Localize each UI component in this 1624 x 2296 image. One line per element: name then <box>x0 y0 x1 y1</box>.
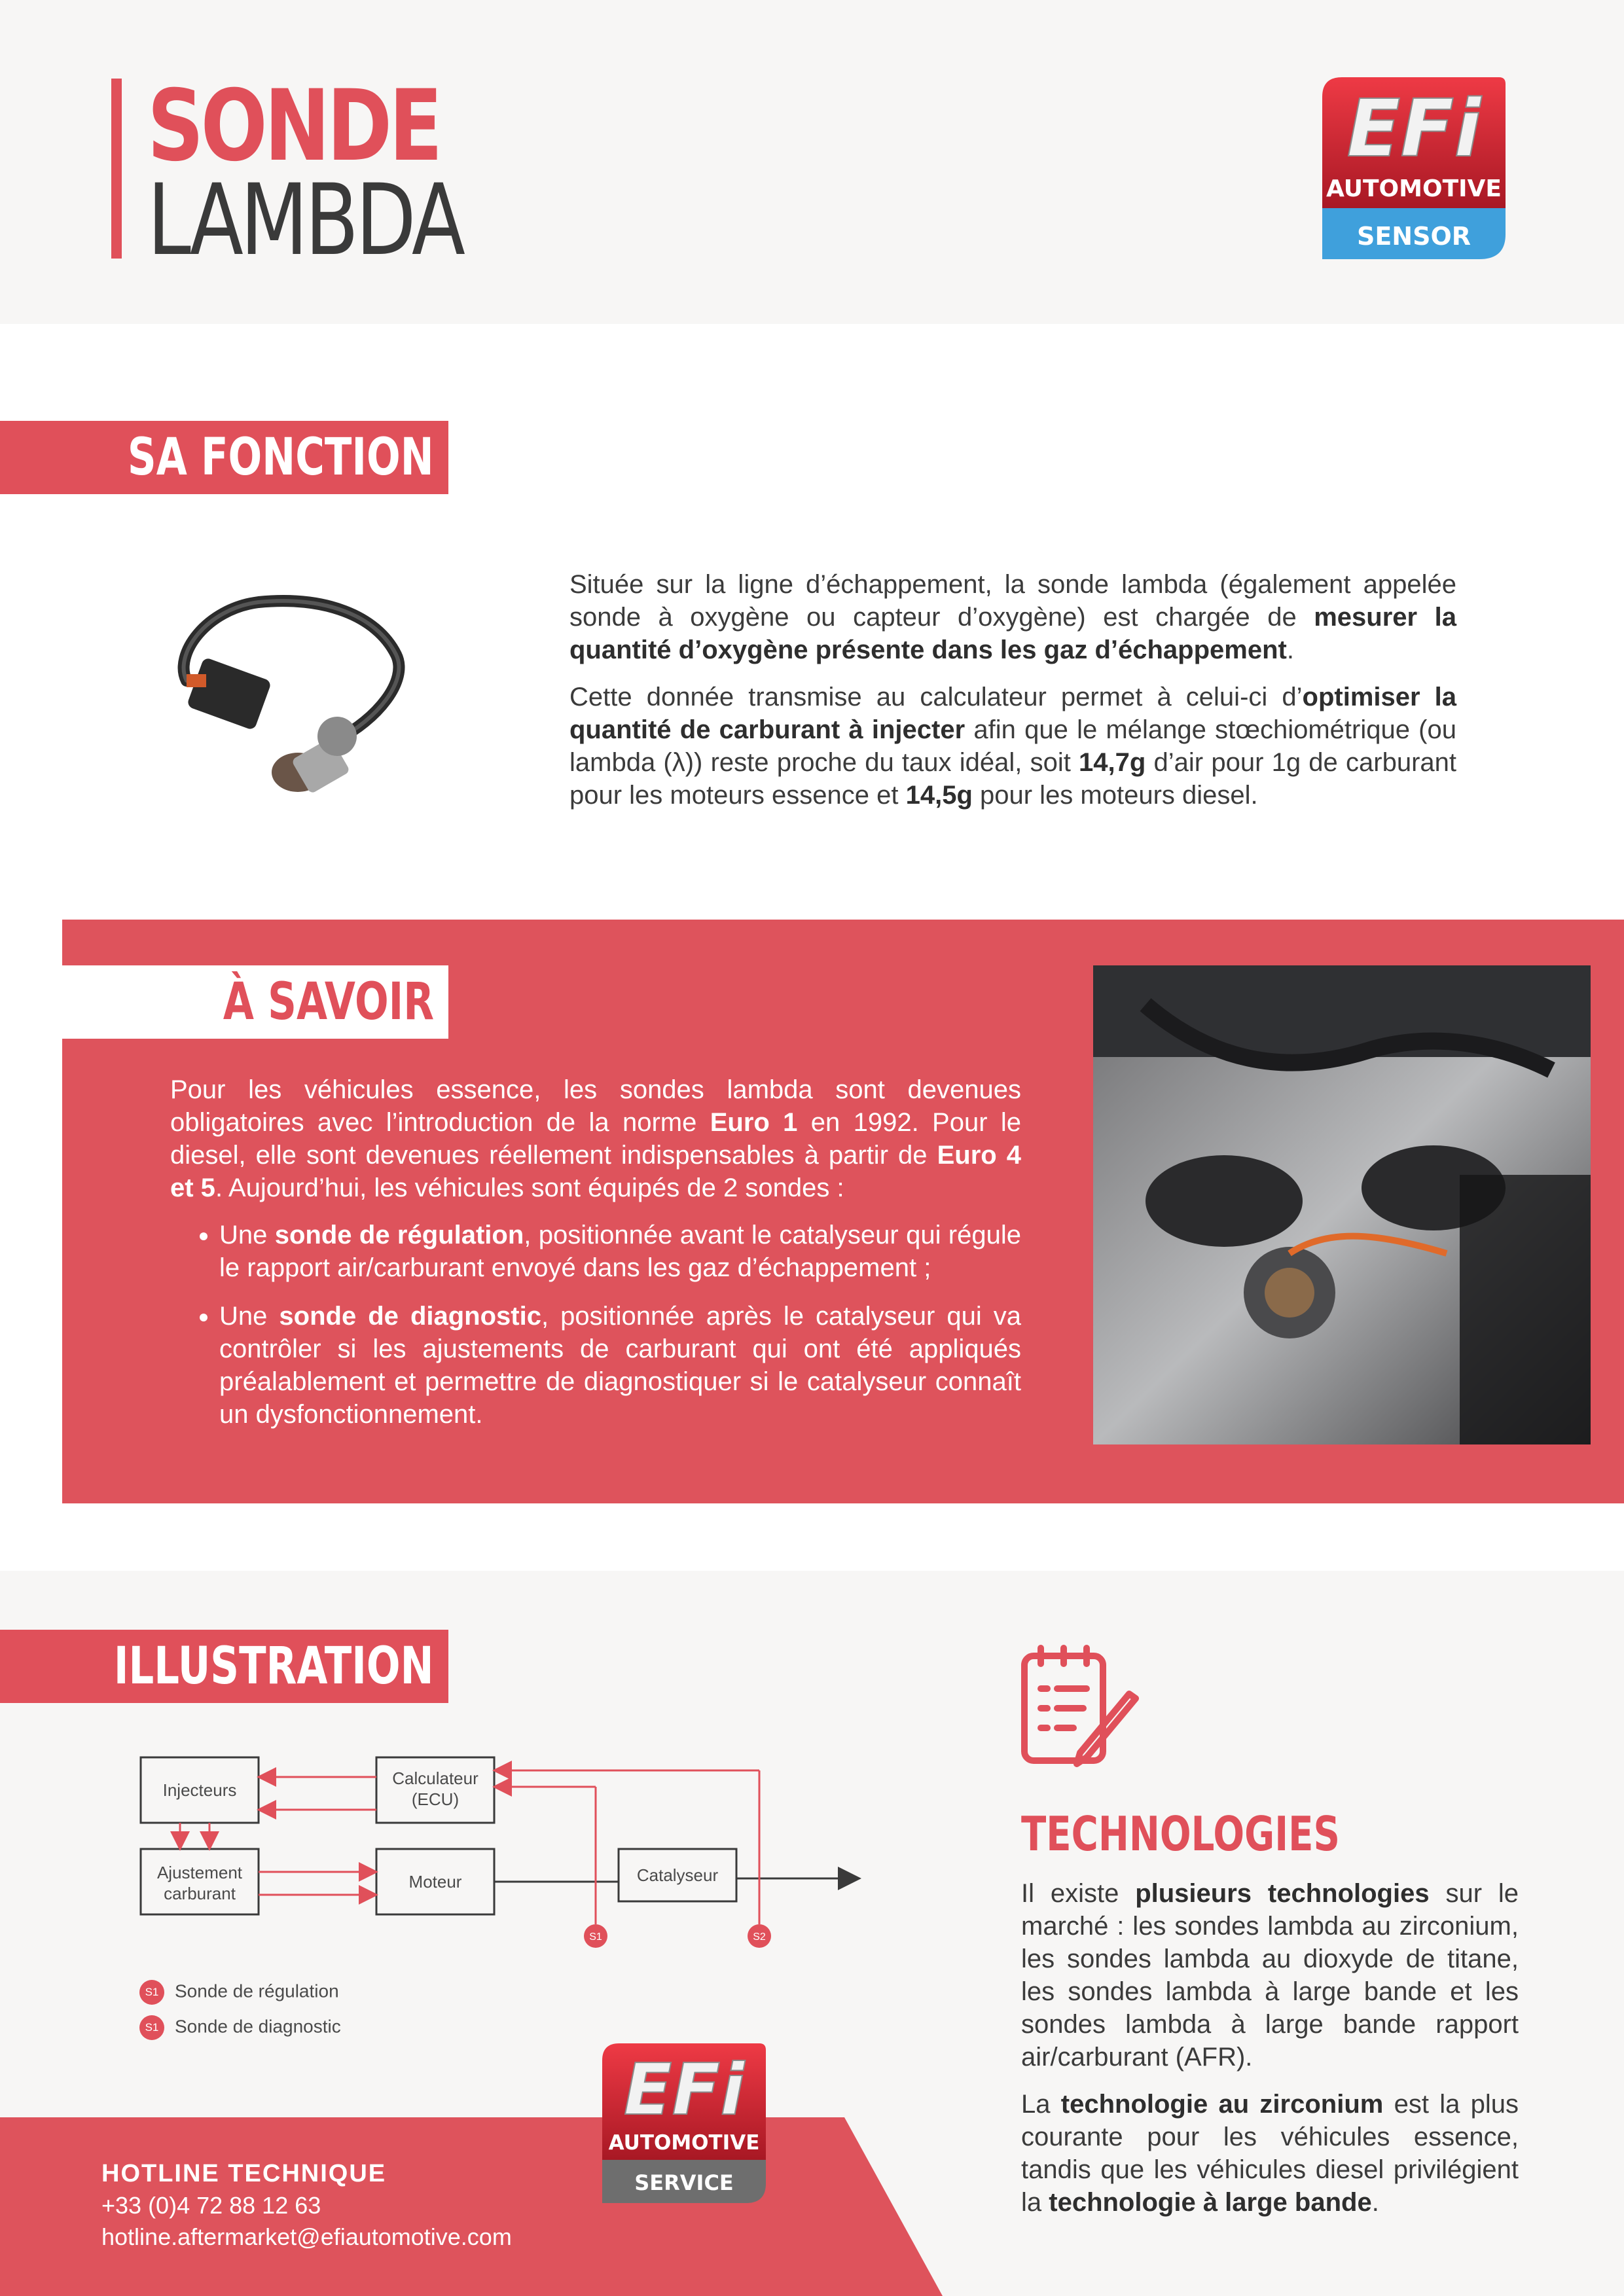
hotline-phone[interactable]: +33 (0)4 72 88 12 63 <box>101 2192 321 2219</box>
page-title-line1: SONDE <box>147 69 440 183</box>
legend-item: S1 Sonde de régulation <box>139 1980 341 2005</box>
technologies-heading: TECHNOLOGIES <box>1021 1806 1340 1861</box>
s2-marker: S2 <box>753 1931 766 1943</box>
lambda-sensor-image <box>167 576 481 818</box>
logo-badge-text: SERVICE <box>634 2170 734 2195</box>
label-injecteurs: Injecteurs <box>162 1780 237 1800</box>
hotline-email[interactable]: hotline.aftermarket@efiautomotive.com <box>101 2223 512 2250</box>
label-ecu: (ECU) <box>411 1789 460 1809</box>
title-accent-bar <box>111 79 122 259</box>
list-item: • Une sonde de régulation, positionnée avant le catalyseur qui régule le rapport air/carburant envoyé dans les gaz d’échappement ; <box>219 1219 1021 1284</box>
label-catalyseur: Catalyseur <box>636 1865 719 1885</box>
hotline-title: HOTLINE TECHNIQUE <box>101 2160 387 2187</box>
logo-sub-text: AUTOMOTIVE <box>608 2131 760 2155</box>
label-moteur: Moteur <box>408 1872 462 1892</box>
section-heading-savoir: À SAVOIR <box>62 965 448 1039</box>
efi-automotive-service-logo <box>602 2043 766 2203</box>
savoir-text: Pour les véhicules essence, les sondes lambda sont devenues obligatoires avec l’introduction de la norme Euro 1 en 1992. Pour le diesel, elle sont devenues réellement indispensables à partir de Euro 4 et 5. Aujourd’hui, les véhicules sont équipés de 2 sondes : • Une sonde de régulation, positionnée avant le catalyseur qui régule le rapport air/carburant envoyé dans les gaz d’échappement ; • Une sonde de diagnostic, positionnée après le catalyseur qui va contrôler si les ajustements de carburant qui ont été appliqués préalablement et permettre de diagnostiquer si le catalyseur connaît un dysfonctionnement. <box>170 1073 1021 1446</box>
page-title-line2: LAMBDA <box>147 164 463 278</box>
hotline-block <box>101 2160 512 2251</box>
logo-brand-text: EFi <box>623 2049 745 2131</box>
logo-badge-text: SENSOR <box>1356 222 1471 251</box>
s1-marker: S1 <box>589 1931 602 1943</box>
efi-automotive-sensor-logo <box>1322 77 1506 259</box>
label-calculateur: Calculateur <box>392 1768 478 1788</box>
section-heading-fonction: SA FONCTION <box>0 421 448 494</box>
section-heading-illustration: ILLUSTRATION <box>0 1630 448 1703</box>
notepad-pencil-icon <box>1018 1643 1149 1770</box>
fonction-text: Située sur la ligne d’échappement, la sonde lambda (également appelée sonde à oxygène ou capteur d’oxygène) est chargée de mesurer la quantité d’oxygène présente dans les gaz d’échappement. Cette donnée transmise au calculateur permet à celui-ci d’optimiser la quantité de carburant à injecter afin que le mélange stœchiométrique (ou lambda (λ)) reste proche du taux idéal, soit 14,7g d’air pour 1g de carburant pour les moteurs essence et 14,5g pour les moteurs diesel. <box>569 570 1457 810</box>
engine-sensor-photo <box>1093 965 1591 1444</box>
logo-sub-text: AUTOMOTIVE <box>1326 175 1502 202</box>
technologies-text: Il existe plusieurs technologies sur le marché : les sondes lambda au zirconium, les sondes lambda au dioxyde de titane, les sondes lambda à large bande et les sondes lambda à large bande rapport air/carburant (AFR). La technologie au zirconium est la plus courante pour les véhicules essence, tandis que les véhicules diesel privilégient la technologie à large bande. <box>1021 1879 1519 2217</box>
label-ajustement: Ajustement <box>156 1863 243 1882</box>
list-item: • Une sonde de diagnostic, positionnée après le catalyseur qui va contrôler si les ajustements de carburant qui ont été appliqués préalablement et permettre de diagnostiquer si le catalyseur connaît un dysfonctionnement. <box>219 1300 1021 1431</box>
diagram-legend <box>139 1980 341 2040</box>
legend-item: S1 Sonde de diagnostic <box>139 2015 341 2040</box>
logo-brand-text: EFi <box>1346 84 1481 175</box>
label-carburant: carburant <box>164 1884 236 1903</box>
